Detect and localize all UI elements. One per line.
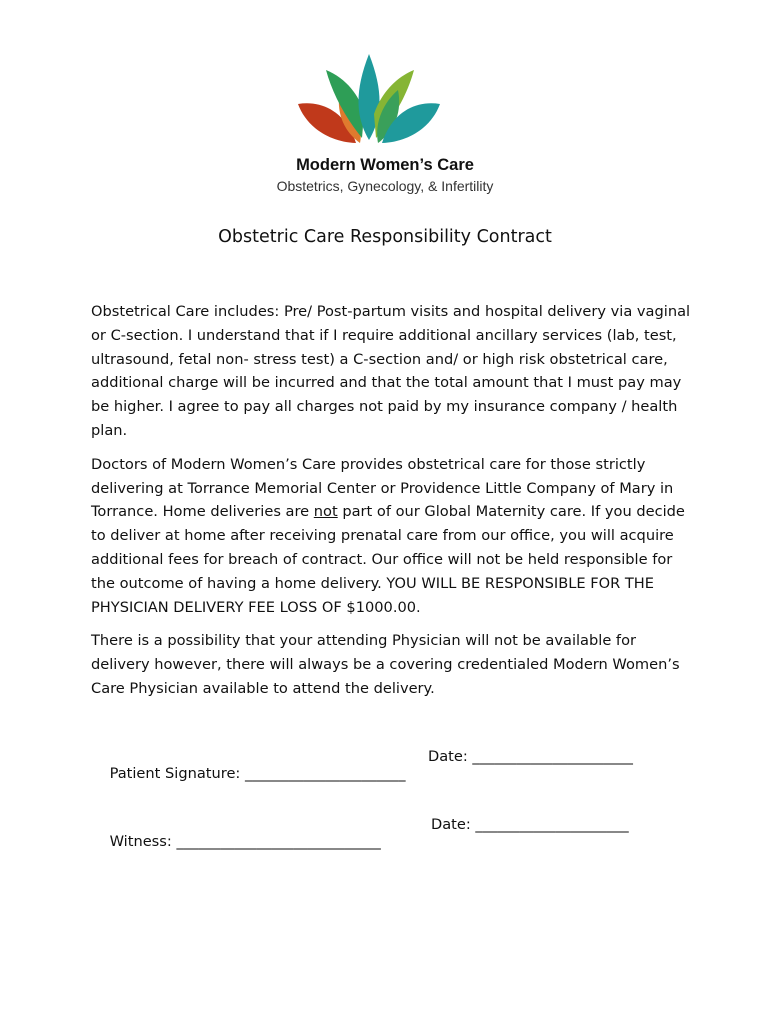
document-title: Obstetric Care Responsibility Contract [218,227,552,247]
organization-tagline: Obstetrics, Gynecology, & Infertility [276,178,494,194]
patient-signature-row [91,748,633,816]
paragraph-delivery-location [91,453,691,620]
patient-signature-field[interactable]: Patient Signature: ______________________ [109,765,406,782]
lotus-logo-icon [298,52,440,146]
witness-signature-field[interactable]: Witness: ____________________________ [109,833,381,850]
witness-signature-row [91,816,629,884]
paragraph-care-includes: Obstetrical Care includes: Pre/ Post-partum visits and hospital delivery via vaginal or C-section. I understand that if I require additional ancillary services (lab, test, ultrasound, fetal non- stress test) a C-section and/ or high risk obstetrical care, additional charge will be incurred and that the total amount that I must pay may be higher. I agree to pay all charges not paid by my insurance company / health plan. [91,303,691,439]
emphasis-not: not [313,503,338,521]
witness-date-field[interactable]: Date: _____________________ [431,816,629,833]
paragraph2-text-end: part of our Global Maternity care. If you decide to deliver at home after receiving prenatal care from our office, you will acquire additional fees for breach of contract. Our office will not be held responsible for the outcome of having a home delivery. YOU WILL BE RESPONSIBLE FOR THE PHYSICIAN DELIVERY FEE LOSS OF $1000.00. [91,503,685,616]
paragraph2-text-start: Doctors of Modern Women’s Care provides obstetrical care for those strictly delivering at Torrance Memorial Center or Providence Little Company of Mary in Torrance. Home deliveries are [91,455,674,521]
patient-date-field[interactable]: Date: ______________________ [428,748,633,765]
paragraph-physician-availability: There is a possibility that your attending Physician will not be available for delivery however, there will always be a covering credentialed Modern Women’s Care Physician available to attend the delivery. [91,632,680,697]
contract-body [91,300,691,711]
organization-name: Modern Women’s Care [296,156,474,174]
